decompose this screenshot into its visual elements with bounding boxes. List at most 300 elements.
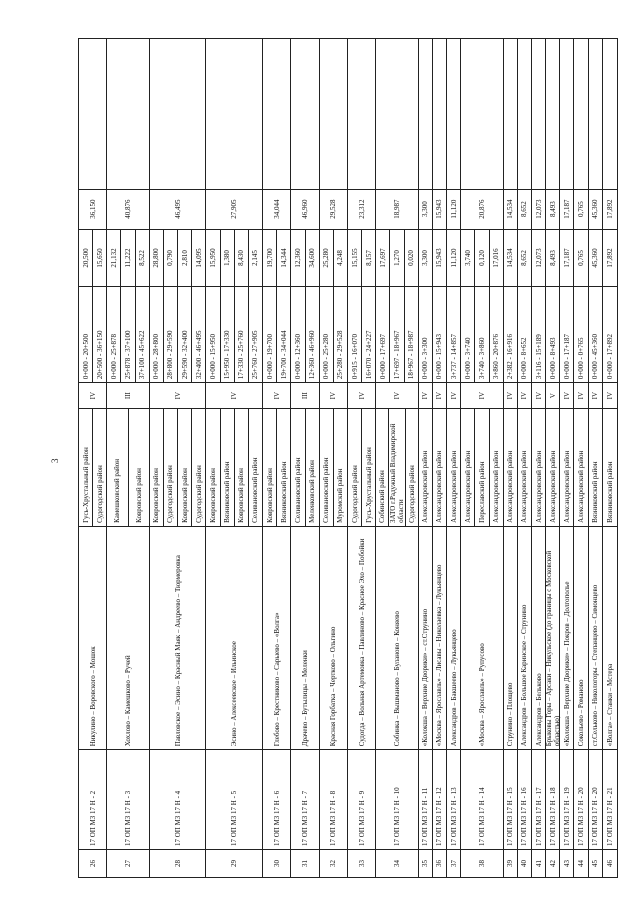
road-category: IV: [589, 382, 602, 408]
road-name-text: ст.Сельково – Никологоры – Степанцево – Симонцево: [591, 584, 600, 747]
length-item: 1,380: [221, 230, 235, 287]
length-item: 11,120: [449, 248, 458, 268]
section-item: 0+000 - 3+300: [421, 337, 430, 380]
table-row: [461, 39, 503, 877]
section-item: 37+100 - 45+622: [138, 330, 147, 380]
section-list: [546, 286, 559, 382]
road-code: 17 ОП МЗ 17 Н - 21: [603, 749, 617, 849]
district-list: [589, 408, 602, 526]
section-item: 19+700 - 34+044: [279, 330, 288, 380]
district-list: [532, 408, 545, 526]
road-category: IV: [263, 382, 290, 408]
road-name-text: «Колокша – Верхние Дворики» – Покров – Долгопольe: [562, 581, 571, 747]
district-list: [518, 408, 531, 526]
empty-cell: [79, 39, 106, 189]
length-item: 1,270: [390, 230, 404, 287]
road-name-text: Сокольево – Романово: [577, 679, 586, 747]
length-list: [603, 229, 617, 287]
road-code: 17 ОП МЗ 17 Н - 12: [433, 749, 446, 849]
row-number: 37: [447, 849, 460, 877]
district-item: ЗАТО г.Радужный Владимирской области: [389, 409, 406, 526]
row-number: 39: [504, 849, 517, 877]
district-list: [447, 408, 460, 526]
total-length: 11,120: [447, 189, 460, 229]
road-name-text: Брыковы Горы – Арсаки – Никульское (до границы с Московской областью): [544, 550, 561, 747]
total-length: 46,960: [291, 189, 318, 229]
road-category: IV: [574, 382, 587, 408]
district-item: Александровский район: [435, 450, 444, 523]
row-number: 28: [150, 849, 206, 877]
section-list: [518, 286, 531, 382]
road-category: IV: [560, 382, 573, 408]
road-code: 17 ОП МЗ 17 Н - 17: [532, 749, 545, 849]
length-item: 17,016: [492, 248, 501, 268]
section-item: 25+878 - 37+100: [121, 287, 135, 382]
road-code: 17 ОП МЗ 17 Н - 20: [589, 749, 602, 849]
road-name: [461, 526, 502, 749]
empty-cell: [447, 39, 460, 189]
row-number: 46: [603, 849, 617, 877]
section-item: 0+000 - 15+943: [435, 333, 444, 380]
district-item: Судогодский район: [348, 409, 362, 526]
road-name: [150, 526, 206, 749]
section-item: 0+000 - 15+950: [206, 287, 220, 382]
length-item: 17,697: [376, 230, 390, 287]
district-item: Александровский район: [506, 450, 515, 523]
table-row: [589, 39, 603, 877]
district-list: [376, 408, 417, 526]
length-item: 15,650: [95, 248, 104, 268]
length-item: 0,020: [407, 250, 416, 266]
total-length: 14,534: [504, 189, 517, 229]
table-row: [320, 39, 348, 877]
road-name-text: Собинка – Вышманово – Буланово – Коняево: [392, 611, 401, 747]
road-code: 17 ОП МЗ 17 Н - 9: [348, 749, 375, 849]
road-name: [433, 526, 446, 749]
district-item: Меленковский район: [308, 460, 317, 523]
road-category: IV: [79, 382, 106, 408]
road-category: V: [546, 382, 559, 408]
row-number: 45: [589, 849, 602, 877]
road-name: [603, 526, 617, 749]
district-item: Александровский район: [421, 450, 430, 523]
district-list: [574, 408, 587, 526]
road-name-text: Эсино – Алексеевское – Ильинское: [230, 641, 239, 747]
table-row: [79, 39, 107, 877]
section-item: 16+070 - 24+227: [364, 330, 373, 380]
table-row: [107, 39, 149, 877]
section-item: 0+000 - 17+892: [605, 333, 614, 380]
length-item: 0,790: [164, 230, 178, 287]
row-number: 31: [291, 849, 318, 877]
section-item: 3+740 - 3+860: [475, 287, 489, 382]
section-list: [589, 286, 602, 382]
section-list: [79, 286, 106, 382]
table-row: [546, 39, 560, 877]
section-item: 17+330 - 25+760: [235, 287, 249, 382]
road-name: [206, 526, 262, 749]
length-item: 19,700: [263, 230, 277, 287]
length-list: [107, 229, 148, 287]
road-name-text: Александров – Бакшеево – Лукьянцево: [449, 629, 458, 747]
row-number: 43: [560, 849, 573, 877]
table-row: [291, 39, 319, 877]
table-row: [447, 39, 461, 877]
length-list: [433, 229, 446, 287]
district-item: Ковровский район: [178, 409, 192, 526]
length-item: 14,534: [506, 248, 515, 268]
road-category: IV: [419, 382, 432, 408]
row-number: 34: [376, 849, 417, 877]
total-length: 45,360: [589, 189, 602, 229]
length-item: 11,222: [121, 230, 135, 287]
section-item: 3+737 - 14+857: [449, 333, 458, 380]
empty-cell: [150, 39, 206, 189]
length-item: 28,800: [150, 230, 164, 287]
section-item: 0+000 - 17+187: [562, 333, 571, 380]
road-category: IV: [518, 382, 531, 408]
empty-cell: [291, 39, 318, 189]
road-name-text: Хохлово – Камешково – Ручей: [124, 655, 133, 747]
length-item: 12,360: [291, 230, 305, 287]
row-number: 38: [461, 849, 502, 877]
empty-cell: [461, 39, 502, 189]
row-number: 41: [532, 849, 545, 877]
road-code: 17 ОП МЗ 17 Н - 2: [79, 749, 106, 849]
empty-cell: [574, 39, 587, 189]
district-item: Переславский район: [475, 409, 489, 526]
row-number: 40: [518, 849, 531, 877]
row-number: 33: [348, 849, 375, 877]
empty-cell: [320, 39, 347, 189]
road-code: 17 ОП МЗ 17 Н - 16: [518, 749, 531, 849]
road-category: IV: [433, 382, 446, 408]
section-item: 12+360 - 46+960: [308, 330, 317, 380]
section-list: [504, 286, 517, 382]
road-category: IV: [447, 382, 460, 408]
section-item: 0+000 - 20+500: [79, 287, 93, 382]
district-item: Ковровский район: [206, 409, 220, 526]
table-row: [150, 39, 207, 877]
empty-cell: [560, 39, 573, 189]
length-item: 8,652: [520, 250, 529, 266]
road-code: 17 ОП МЗ 17 Н - 4: [150, 749, 206, 849]
road-name: [79, 526, 106, 749]
section-list: [376, 286, 417, 382]
length-list: [348, 229, 375, 287]
total-length: 20,876: [461, 189, 502, 229]
section-item: 0+000 - 45+360: [591, 333, 600, 380]
total-length: 23,312: [348, 189, 375, 229]
district-list: [263, 408, 290, 526]
district-item: Александровский район: [548, 450, 557, 523]
section-list: [206, 286, 262, 382]
empty-cell: [603, 39, 617, 189]
length-list: [263, 229, 290, 287]
road-name: [560, 526, 573, 749]
length-item: 8,493: [548, 250, 557, 266]
row-number: 42: [546, 849, 559, 877]
road-code: 17 ОП МЗ 17 Н - 8: [320, 749, 347, 849]
table-row: [376, 39, 418, 877]
length-item: 20,500: [79, 230, 93, 287]
section-item: 20+500 - 36+150: [95, 330, 104, 380]
length-item: 8,430: [235, 230, 249, 287]
length-item: 45,360: [591, 248, 600, 268]
length-item: 8,157: [364, 250, 373, 266]
road-code: 17 ОП МЗ 17 Н - 11: [419, 749, 432, 849]
table-row: [574, 39, 588, 877]
empty-cell: [589, 39, 602, 189]
district-item: Ковровский район: [134, 468, 143, 523]
road-name: [518, 526, 531, 749]
district-item: Камешковский район: [107, 409, 128, 526]
district-list: [560, 408, 573, 526]
section-item: 18+967 - 18+987: [407, 330, 416, 380]
district-list: [107, 408, 148, 526]
length-item: 14,095: [194, 248, 203, 268]
section-item: 3+116 - 15+189: [534, 334, 543, 380]
district-item: Александровский район: [449, 450, 458, 523]
section-item: 0+000 - 25+878: [107, 287, 121, 382]
district-list: [348, 408, 375, 526]
road-name-text: Струнино – Площево: [506, 682, 515, 747]
table-row: [603, 39, 617, 877]
length-item: 21,132: [107, 230, 121, 287]
total-length: 29,528: [320, 189, 347, 229]
section-list: [320, 286, 347, 382]
road-name: [447, 526, 460, 749]
district-list: [79, 408, 106, 526]
table-row: [560, 39, 574, 877]
road-name: [574, 526, 587, 749]
empty-cell: [518, 39, 531, 189]
road-name: [376, 526, 417, 749]
table-row: [263, 39, 291, 877]
section-item: 2+382 - 16+916: [506, 333, 515, 380]
section-item: 32+400 - 46+495: [194, 330, 203, 380]
length-list: [532, 229, 545, 287]
district-item: Гусь-Хрустальный район: [364, 447, 373, 523]
section-list: [348, 286, 375, 382]
district-item: Александровский район: [577, 450, 586, 523]
district-list: [461, 408, 502, 526]
road-name: [107, 526, 148, 749]
road-name-text: Александров – Бельково: [534, 673, 543, 747]
length-item: 4,248: [336, 250, 345, 266]
road-code: 17 ОП МЗ 17 Н - 19: [560, 749, 573, 849]
row-number: 26: [79, 849, 106, 877]
road-name: [419, 526, 432, 749]
length-list: [206, 229, 262, 287]
district-item: Судогодский район: [95, 465, 104, 523]
length-item: 17,892: [605, 248, 614, 268]
length-list: [447, 229, 460, 287]
empty-cell: [419, 39, 432, 189]
section-item: 0+000 - 0+765: [577, 337, 586, 380]
district-item: Ковровский район: [263, 409, 277, 526]
road-name: [291, 526, 318, 749]
road-code: 17 ОП МЗ 17 Н - 6: [263, 749, 290, 849]
district-item: Ковровский район: [235, 409, 249, 526]
length-item: 0,120: [475, 230, 489, 287]
row-number: 30: [263, 849, 290, 877]
district-item: Судогодский район: [164, 409, 178, 526]
empty-cell: [107, 39, 148, 189]
empty-cell: [263, 39, 290, 189]
road-code: 17 ОП МЗ 17 Н - 7: [291, 749, 318, 849]
section-list: [532, 286, 545, 382]
length-item: 25,280: [320, 230, 334, 287]
section-item: 0+000 - 3+740: [461, 287, 475, 382]
road-name-text: Глебово – Крестниково – Сарыево – «Волга»: [272, 612, 281, 747]
length-item: 3,300: [421, 250, 430, 266]
district-list: [546, 408, 559, 526]
road-code: 17 ОП МЗ 17 Н - 3: [107, 749, 148, 849]
road-name-text: «Москва – Ярославль» – Рупусово: [477, 643, 486, 747]
road-code: 17 ОП МЗ 17 Н - 18: [546, 749, 559, 849]
section-item: 17+697 - 18+967: [390, 287, 404, 382]
road-code: 17 ОП МЗ 17 Н - 15: [504, 749, 517, 849]
section-item: 0+000 - 17+697: [376, 287, 390, 382]
total-length: 40,876: [107, 189, 148, 229]
length-list: [560, 229, 573, 287]
length-list: [291, 229, 318, 287]
district-item: Гусь-Хрустальный район: [79, 409, 93, 526]
total-length: 3,300: [419, 189, 432, 229]
length-item: 3,740: [461, 230, 475, 287]
road-name-text: «Колокша – Верхние Дворики» – ст.Струнино: [421, 608, 430, 747]
section-list: [107, 286, 148, 382]
road-name: [546, 526, 559, 749]
empty-cell: [546, 39, 559, 189]
empty-cell: [433, 39, 446, 189]
district-item: Александровский район: [534, 450, 543, 523]
district-item: Муромский район: [336, 468, 345, 523]
length-item: 15,943: [435, 248, 444, 268]
row-number: 35: [419, 849, 432, 877]
section-item: 0+000 - 28+800: [150, 287, 164, 382]
section-list: [560, 286, 573, 382]
row-number: 44: [574, 849, 587, 877]
total-length: 12,073: [532, 189, 545, 229]
district-item: Ковровский район: [150, 409, 164, 526]
length-list: [376, 229, 417, 287]
length-item: 12,073: [534, 248, 543, 268]
road-category: IV: [206, 382, 262, 408]
length-list: [574, 229, 587, 287]
table-row: [419, 39, 433, 877]
district-item: Селивановский район: [251, 457, 260, 523]
length-item: 15,950: [206, 230, 220, 287]
road-name: [263, 526, 290, 749]
section-list: [291, 286, 318, 382]
total-length: 15,943: [433, 189, 446, 229]
district-item: Александровский район: [492, 450, 501, 523]
district-item: Судогодский район: [407, 465, 416, 523]
row-number: 27: [107, 849, 148, 877]
road-name-text: Судогда – Вольная Артемовка – Павлиново – Красное Эхо – Побойки: [357, 538, 366, 747]
district-item: Собинский район: [376, 409, 389, 526]
section-item: 29+590 - 32+400: [178, 287, 192, 382]
district-item: Вязниковский район: [221, 409, 235, 526]
road-name-text: Драчево – Бутылицы – Меленки: [300, 650, 309, 747]
road-category: IV: [348, 382, 375, 408]
empty-cell: [504, 39, 517, 189]
road-name: [348, 526, 375, 749]
district-item: Селивановский район: [291, 409, 305, 526]
table-row: [532, 39, 546, 877]
section-item: 25+760 - 27+905: [251, 330, 260, 380]
section-item: 0+000 - 19+700: [263, 287, 277, 382]
roads-table: [78, 38, 618, 878]
road-name: [320, 526, 347, 749]
total-length: 36,150: [79, 189, 106, 229]
district-item: Вязниковский район: [605, 461, 614, 523]
district-item: Александровский район: [461, 409, 475, 526]
length-item: 2,810: [178, 230, 192, 287]
road-category: III: [291, 382, 318, 408]
district-list: [291, 408, 318, 526]
section-item: 0+915 - 16+070: [348, 287, 362, 382]
district-list: [504, 408, 517, 526]
section-list: [150, 286, 206, 382]
road-code: 17 ОП МЗ 17 Н - 14: [461, 749, 502, 849]
total-length: 27,905: [206, 189, 262, 229]
district-item: Александровский район: [562, 450, 571, 523]
road-category: IV: [603, 382, 617, 408]
page-number: 3: [50, 458, 60, 463]
section-item: 28+800 - 29+590: [164, 287, 178, 382]
district-item: Вязниковский район: [591, 461, 600, 523]
section-list: [461, 286, 502, 382]
length-list: [518, 229, 531, 287]
section-item: 15+950 - 17+330: [221, 287, 235, 382]
road-category: IV: [504, 382, 517, 408]
section-item: 25+280 - 29+528: [336, 330, 345, 380]
table-row: [433, 39, 447, 877]
road-name-text: Павловское – Эсино – Красный Маяк – Андреево – Тюрмеровка: [173, 555, 182, 747]
empty-cell: [376, 39, 417, 189]
total-length: 17,187: [560, 189, 573, 229]
total-length: 8,493: [546, 189, 559, 229]
length-list: [504, 229, 517, 287]
total-length: 34,044: [263, 189, 290, 229]
length-item: 15,155: [348, 230, 362, 287]
section-item: 0+000 - 12+360: [291, 287, 305, 382]
length-list: [419, 229, 432, 287]
district-list: [433, 408, 446, 526]
length-item: 8,522: [138, 250, 147, 266]
road-name: [532, 526, 545, 749]
section-list: [433, 286, 446, 382]
section-item: 0+000 - 25+280: [320, 287, 334, 382]
section-item: 0+000 - 8+493: [548, 337, 557, 380]
road-name: [504, 526, 517, 749]
length-list: [589, 229, 602, 287]
row-number: 36: [433, 849, 446, 877]
length-item: 17,187: [562, 248, 571, 268]
section-list: [603, 286, 617, 382]
road-name-text: Никулино – Воровского – Мошок: [88, 646, 97, 747]
table-row: [518, 39, 532, 877]
road-category: IV: [461, 382, 502, 408]
road-code: 17 ОП МЗ 17 Н - 20: [574, 749, 587, 849]
district-item: Селивановский район: [320, 409, 334, 526]
length-item: 34,600: [308, 248, 317, 268]
row-number: 29: [206, 849, 262, 877]
district-list: [603, 408, 617, 526]
